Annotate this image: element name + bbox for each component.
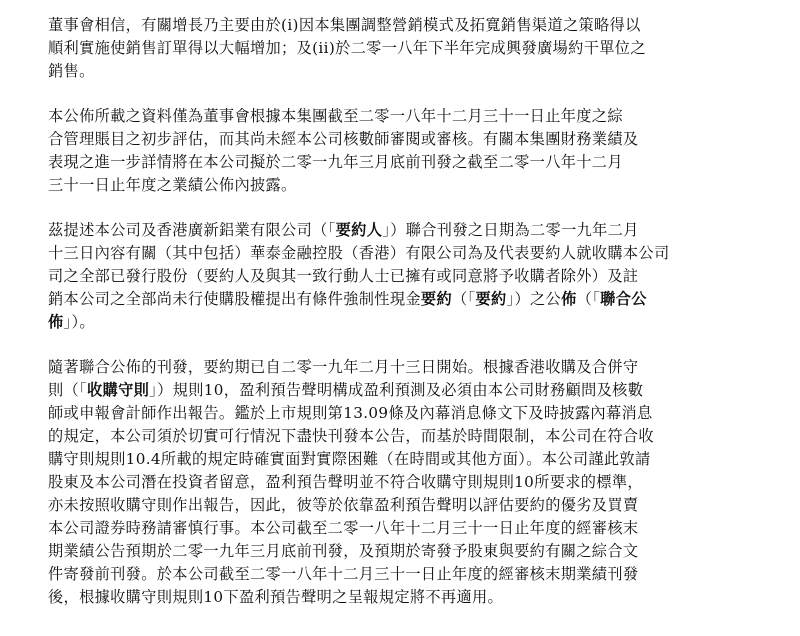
text-line: 銷售。 [48,62,95,80]
text-line: 的規定，本公司須於切實可行情況下盡快刊發本公告，而基於時間限制，本公司在符合收 [48,427,654,445]
text-line: 件寄發前刊發。於本公司截至二零一八年十二月三十一日止年度的經審核末期業績刊發 [48,565,639,583]
defined-term: 聯合公 [600,290,647,308]
paragraph-preliminary-assessment [48,105,764,197]
text-line: 順利實施使銷售訂單得以大幅增加；及(ii)於二零一八年下半年完成興發廣場約干單位之 [48,39,646,57]
paragraph-growth-reasons [48,14,764,83]
text-line: 期業績公告預期於二零一九年三月底前刊發，及預期於寄發予股東與要約有關之綜合文 [48,542,639,560]
text-line: 本公司證券時務請審慎行事。本公司截至二零一八年十二月三十一日止年度的經審核末 [48,519,639,537]
text-line: 隨著聯合公佈的刊發，要約期已自二零一九年二月十三日開始。根據香港收購及合併守 [48,358,639,376]
text-line: 佈」）。 [48,313,95,331]
announcement-body [48,14,764,631]
paragraph-joint-announcement [48,219,764,334]
paragraph-takeovers-code [48,356,764,609]
text-line: 師或申報會計師作出報告。鑑於上市規則第13.09條及內幕消息條文下及時披露內幕消息 [48,404,653,422]
text-line: 茲提述本公司及香港廣新鋁業有限公司（「要約人」）聯合刊發之日期為二零一九年二月 [48,221,639,239]
text-line: 購守則規則10.4所載的規定時確實面對實際困難（在時間或其他方面）。本公司謹此敦請 [48,450,651,468]
text-line: 本公佈所載之資料僅為董事會根據本集團截至二零一八年十二月三十一日止年度之綜 [48,107,623,125]
text-line: 後，根據收購守則規則10下盈利預告聲明之呈報規定將不再適用。 [48,588,504,606]
text-line: 亦未按照收購守則作出報告，因此，彼等於依靠盈利預告聲明以評估要約的優劣及買賣 [48,496,639,514]
text-line: 銷本公司之全部尚未行使購股權提出有條件強制性現金要約（「要約」）之公佈（「聯合公 [48,290,647,308]
text-line: 十三日內容有關（其中包括）華泰金融控股（香港）有限公司為及代表要約人就收購本公司 [48,244,670,262]
text-line: 董事會相信，有關增長乃主要由於(i)因本集團調整營銷模式及拓寬銷售渠道之策略得以 [48,16,641,34]
defined-term: 要約 [420,290,452,308]
text-line: 司之全部已發行股份（要約人及與其一致行動人士已擁有或同意將予收購者除外）及註 [48,267,639,285]
defined-term: 佈 [561,290,577,308]
defined-term: 收購守則 [87,381,150,399]
text-line: 股東及本公司潛在投資者留意，盈利預告聲明並不符合收購守則規則10所要求的標準， [48,473,643,491]
text-line: 三十一日止年度之業績公佈內披露。 [48,176,297,194]
text-line: 表現之進一步詳情將在本公司擬於二零一九年三月底前刊發之截至二零一八年十二月 [48,153,623,171]
text-line: 合管理賬目之初步評估，而其尚未經本公司核數師審閱或審核。有關本集團財務業績及 [48,130,639,148]
defined-term: 佈 [48,313,64,331]
text-line: 則（「收購守則」）規則10，盈利預告聲明構成盈利預測及必須由本公司財務顧問及核數 [48,381,644,399]
defined-term: 要約 [475,290,507,308]
defined-term: 要約人 [335,221,383,239]
